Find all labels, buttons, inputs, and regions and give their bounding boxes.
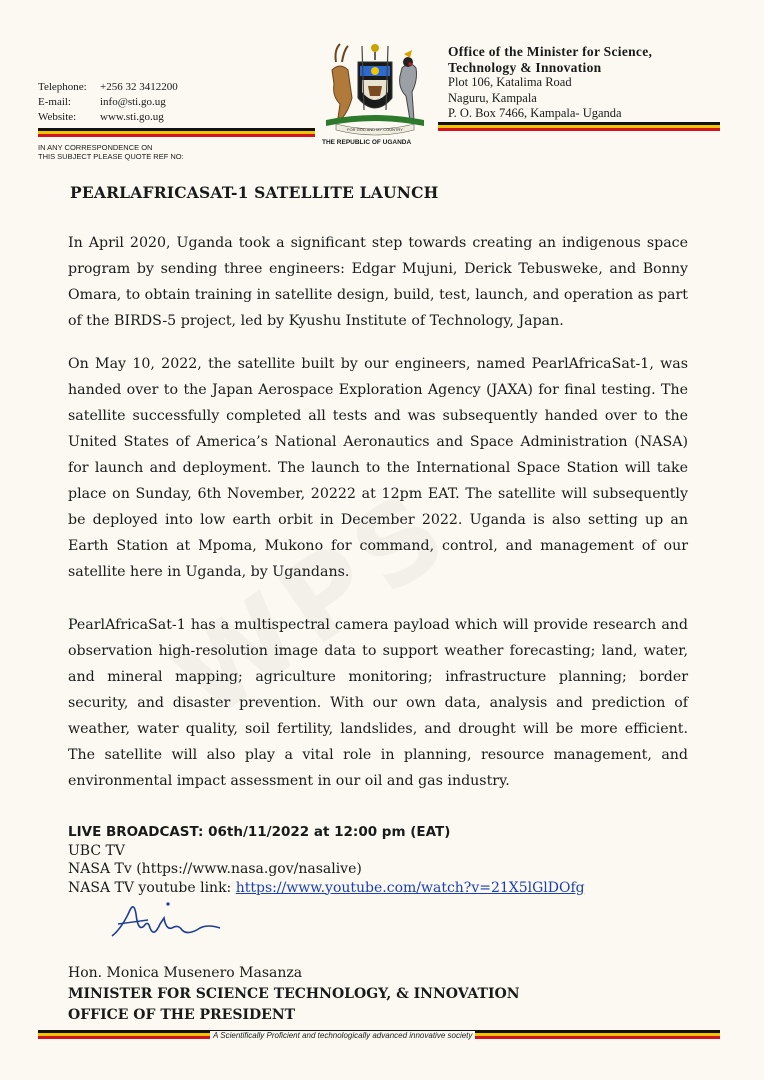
ref-note-line2: THIS SUBJECT PLEASE QUOTE REF NO:	[38, 152, 184, 161]
footer-slogan: A Scientifically Proficient and technologically advanced innovative society	[210, 1031, 475, 1040]
youtube-label: NASA TV youtube link:	[68, 879, 236, 896]
address-line2: Naguru, Kampala	[448, 90, 537, 105]
address-line1: Plot 106, Katalima Road	[448, 75, 572, 89]
signature-icon	[108, 898, 226, 948]
reference-note	[38, 143, 184, 161]
youtube-row	[68, 879, 585, 898]
office-block	[448, 44, 652, 122]
email-label: E-mail:	[38, 96, 71, 108]
telephone-row	[38, 80, 178, 95]
office-name-line1: Office of the Minister for Science,	[448, 44, 653, 59]
coat-of-arms-icon	[318, 40, 432, 138]
email-value[interactable]: info@sti.go.ug	[100, 96, 166, 108]
broadcast-channel-2: NASA Tv (https://www.nasa.gov/nasalive)	[68, 861, 362, 877]
broadcast-channel-1: UBC TV	[68, 842, 125, 859]
youtube-link[interactable]: https://www.youtube.com/watch?v=21X5lGlDOfg	[235, 879, 585, 896]
signer-title-1: MINISTER FOR SCIENCE TECHNOLOGY, & INNOVATION	[68, 986, 520, 1002]
office-name-line2: Technology & Innovation	[448, 59, 602, 75]
email-row	[38, 95, 178, 110]
signer-title-2: OFFICE OF THE PRESIDENT	[68, 1007, 296, 1023]
website-value[interactable]: www.sti.go.ug	[100, 111, 164, 123]
ref-note-line1: IN ANY CORRESPONDENCE ON	[38, 143, 153, 152]
header-stripe-left	[38, 128, 315, 137]
contact-block	[38, 80, 178, 125]
website-row	[38, 110, 178, 125]
motto-text: FOR GOD AND MY COUNTRY	[347, 127, 403, 132]
coat-of-arms-caption: THE REPUBLIC OF UGANDA	[322, 139, 412, 146]
signer-block	[68, 963, 520, 1026]
broadcast-block	[68, 823, 585, 897]
document-title: PEARLAFRICASAT-1 SATELLITE LAUNCH	[70, 183, 439, 202]
paragraph-3: PearlAfricaSat-1 has a multispectral camera payload which will provide research and observation high-resolution image data to support weather forecasting; land, water, and mineral mapping; agriculture monitoring; infrastructure planning; border security, and disaster prevention. With our own data, analysis and prediction of weather, water quality, soil fertility, landslides, and drought will be more efficient. The satellite will also play a vital role in planning, resource management, and environmental impact assessment in our oil and gas industry.	[68, 617, 688, 789]
signer-name: Hon. Monica Musenero Masanza	[68, 965, 303, 981]
broadcast-heading: LIVE BROADCAST: 06th/11/2022 at 12:00 pm (EAT)	[68, 824, 451, 840]
telephone-value: +256 32 3412200	[100, 81, 178, 93]
paragraph-2: On May 10, 2022, the satellite built by our engineers, named PearlAfricaSat-1, was handed over to the Japan Aerospace Exploration Agency (JAXA) for final testing. The satellite successfully completed all tests and was subsequently handed over to the United States of America’s National Aeronautics and Space Administration (NASA) for launch and deployment. The launch to the International Space Station will take place on Sunday, 6th November, 20222 at 12pm EAT. The satellite will subsequently be deployed into low earth orbit in December 2022. Uganda is also setting up an Earth Station at Mpoma, Mukono for command, control, and management of our satellite here in Uganda, by Ugandans.	[68, 356, 688, 580]
paragraph-1: In April 2020, Uganda took a significant step towards creating an indigenous space program by sending three engineers: Edgar Mujuni, Derick Tebusweke, and Bonny Omara, to obtain training in satellite design, build, test, launch, and operation as part of the BIRDS-5 project, led by Kyushu Institute of Technology, Japan.	[68, 235, 688, 329]
header-stripe-right	[438, 122, 720, 131]
website-label: Website:	[38, 111, 77, 123]
telephone-label: Telephone:	[38, 81, 87, 93]
address-line3: P. O. Box 7466, Kampala- Uganda	[448, 106, 622, 120]
